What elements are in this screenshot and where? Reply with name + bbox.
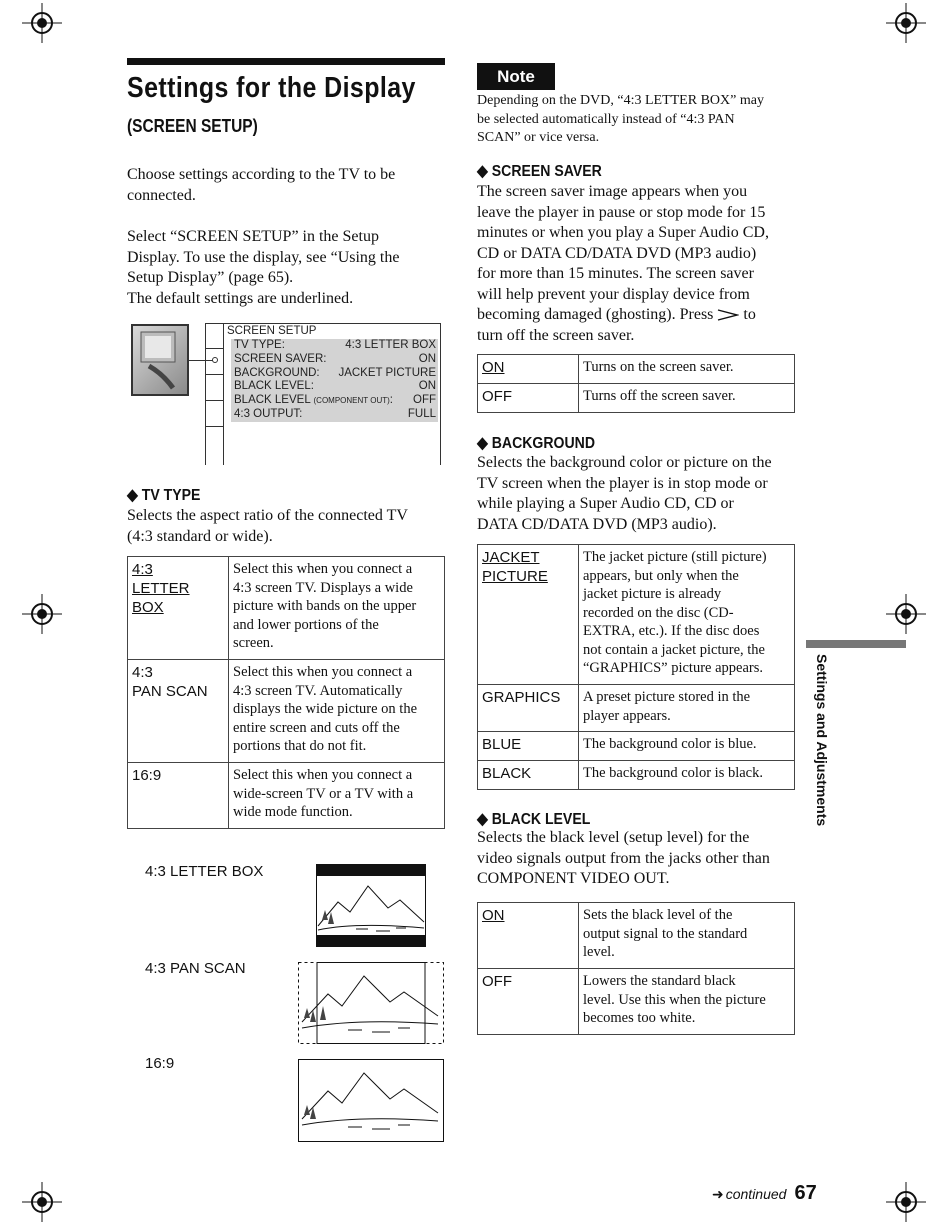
background-heading: ◆ BACKGROUND <box>477 435 596 452</box>
black-level-heading: ◆ BLACK LEVEL <box>477 811 591 828</box>
registration-mark-icon <box>22 1182 62 1222</box>
setup-menu-row: SCREEN SAVER: ON <box>234 352 436 365</box>
continued-label: continued <box>725 1186 787 1202</box>
screen-saver-description: The screen saver image appears when you leave the player in pause or stop mode for 15 minutes or when you play a Super Audio CD, CD or DATA CD/DATA DVD (MP3 audio) for more than 15 minutes. The screen saver will help prevent your display device from becoming damaged (ghosting). Press to turn off the screen saver. <box>477 183 769 344</box>
option-key: 16:9 <box>128 763 229 829</box>
black-level-table <box>477 902 795 1035</box>
illustration-label: 4:3 PAN SCAN <box>145 960 246 977</box>
setup-menu-row: TV TYPE: 4:3 LETTER BOX <box>234 339 436 351</box>
tv-type-description: Selects the aspect ratio of the connected TV (4:3 standard or wide). <box>127 507 408 545</box>
title-rule <box>127 58 445 65</box>
option-description: The background color is black. <box>579 761 795 790</box>
setup-menu-header: SCREEN SETUP <box>227 325 317 337</box>
option-key: 4:3 LETTER BOX <box>128 557 229 660</box>
table-row <box>478 903 795 969</box>
option-key: OFF <box>478 969 579 1035</box>
option-description: Select this when you connect a 4:3 screen TV. Displays a wide picture with bands on the upper and lower portions of the screen. <box>229 557 445 660</box>
illustration-label: 4:3 LETTER BOX <box>145 863 264 880</box>
page-footer <box>712 1182 817 1205</box>
option-key: GRAPHICS <box>478 685 579 732</box>
note-badge: Note <box>477 63 555 90</box>
table-row <box>478 355 795 384</box>
option-key: 4:3 PAN SCAN <box>128 660 229 763</box>
registration-mark-icon <box>886 3 926 43</box>
table-row <box>128 660 445 763</box>
tv-type-table <box>127 556 445 829</box>
table-row <box>128 763 445 829</box>
diamond-bullet-icon: ◆ <box>477 163 488 180</box>
option-key: BLACK <box>478 761 579 790</box>
option-key: BLUE <box>478 732 579 761</box>
instructions-line: The default settings are underlined. <box>127 289 354 307</box>
background-table <box>477 544 795 790</box>
table-row <box>128 557 445 660</box>
setup-menu-row: BLACK LEVEL: ON <box>234 380 436 393</box>
play-button-icon <box>717 309 739 321</box>
screen-saver-heading: ◆ SCREEN SAVER <box>477 163 602 180</box>
illustration-label: 16:9 <box>145 1055 175 1072</box>
option-description: Select this when you connect a wide-screen TV or a TV with a wide mode function. <box>229 763 445 829</box>
table-row <box>478 761 795 790</box>
option-description: Lowers the standard black level. Use this when the picture becomes too white. <box>579 969 795 1035</box>
tv-icon <box>133 326 187 394</box>
diamond-bullet-icon: ◆ <box>477 811 488 828</box>
setup-menu-row: 4:3 OUTPUT: FULL <box>234 408 436 420</box>
instructions-line: Select “SCREEN SETUP” in the Setup <box>127 228 379 245</box>
option-description: The background color is blue. <box>579 732 795 761</box>
option-key: JACKET PICTURE <box>478 545 579 685</box>
page-number: 67 <box>794 1182 817 1204</box>
option-description: Sets the black level of the output signal to the standard level. <box>579 903 795 969</box>
side-tab-label: Settings and Adjustments <box>814 654 830 827</box>
intro-line: connected. <box>127 186 196 204</box>
continued-arrow-icon: ➜ <box>712 1187 724 1203</box>
diamond-bullet-icon: ◆ <box>477 435 488 452</box>
option-key: ON <box>478 355 579 384</box>
option-description: Select this when you connect a 4:3 screen TV. Automatically displays the wide picture on the entire screen and cuts off the portions that do not fit. <box>229 660 445 763</box>
option-key: ON <box>478 903 579 969</box>
side-tab-bar <box>806 640 906 648</box>
intro-paragraph <box>127 165 395 206</box>
option-description: The jacket picture (still picture) appears, but only when the jacket picture is already recorded on the disc (CD- EXTRA, etc.). If the disc does not contain a jacket picture, the “GRAPHICS” picture appears. <box>579 545 795 685</box>
registration-mark-icon <box>886 1182 926 1222</box>
registration-mark-icon <box>886 594 926 634</box>
option-description: Turns on the screen saver. <box>579 355 795 384</box>
letterbox-illustration <box>316 864 426 947</box>
setup-menu-row: BLACK LEVEL (COMPONENT OUT): OFF <box>234 394 436 407</box>
background-description: Selects the background color or picture on the TV screen when the player is in stop mode or while playing a Super Audio CD, CD or DATA CD/DATA DVD (MP3 audio). <box>477 454 772 533</box>
setup-menu-tabs <box>205 323 224 465</box>
registration-mark-icon <box>22 594 62 634</box>
screen-setup-icon <box>131 324 189 396</box>
screen-saver-table <box>477 354 795 413</box>
option-key: OFF <box>478 384 579 413</box>
black-level-description: Selects the black level (setup level) for the video signals output from the jacks other than COMPONENT VIDEO OUT. <box>477 829 770 887</box>
note-text: Depending on the DVD, “4:3 LETTER BOX” may be selected automatically instead of “4:3 PAN SCAN” or vice versa. <box>477 93 764 145</box>
page-subtitle: (SCREEN SETUP) <box>127 116 258 136</box>
instructions-line: Setup Display” (page 65). <box>127 269 294 286</box>
pan-scan-illustration <box>298 962 444 1044</box>
page-title: Settings for the Display <box>127 72 416 104</box>
instructions-line: Display. To use the display, see “Using the <box>127 248 400 266</box>
setup-menu-row: BACKGROUND: JACKET PICTURE <box>234 366 436 379</box>
table-row <box>478 545 795 685</box>
table-row <box>478 685 795 732</box>
table-row <box>478 732 795 761</box>
table-row <box>478 969 795 1035</box>
intro-line: Choose settings according to the TV to be <box>127 166 396 183</box>
registration-mark-icon <box>22 3 62 43</box>
tv-type-heading: ◆ TV TYPE <box>127 487 201 504</box>
option-description: A preset picture stored in the player appears. <box>579 685 795 732</box>
option-description: Turns off the screen saver. <box>579 384 795 413</box>
table-row <box>478 384 795 413</box>
instructions-paragraph <box>127 227 399 309</box>
wide-illustration <box>298 1059 444 1142</box>
diamond-bullet-icon: ◆ <box>127 487 138 504</box>
